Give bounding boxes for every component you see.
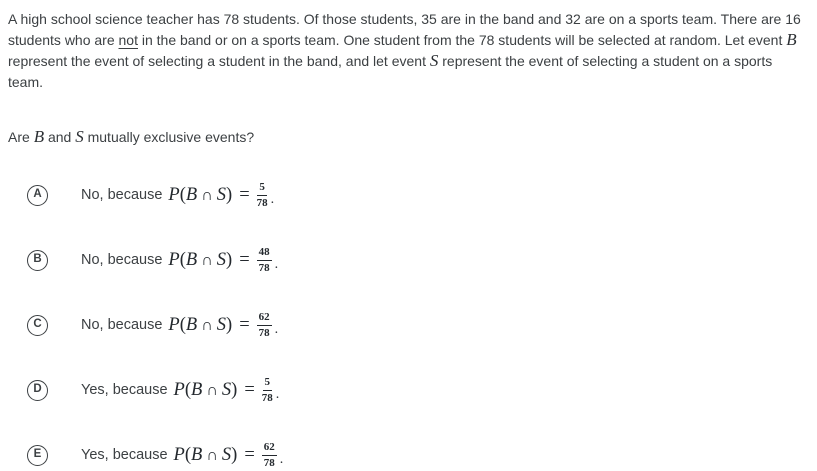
equals-symbol: = [239, 314, 250, 335]
math-p: P [173, 444, 185, 465]
fraction-numerator: 48 [257, 246, 272, 261]
option-c-letter: C [33, 318, 42, 331]
math-close-paren: ) [231, 444, 238, 465]
fraction [257, 311, 272, 339]
sentence-period: . [279, 452, 284, 468]
prompt-part3: mutually exclusive events? [83, 129, 255, 145]
math-s: S [221, 444, 232, 465]
math-b: B [185, 249, 198, 270]
answer-options [8, 182, 809, 468]
option-b-math [168, 246, 278, 274]
option-a[interactable] [8, 182, 809, 208]
math-close-paren: ) [231, 379, 238, 400]
fraction-denominator: 78 [263, 456, 275, 469]
prompt-part2: and [44, 129, 76, 145]
event-b-variable: B [786, 30, 797, 49]
question-part3: represent the event of selecting a student in the band, and let event [8, 53, 430, 69]
math-b: B [191, 444, 203, 465]
question-part2: in the band or on a sports team. One student from the 78 students will be selected at random. Let event [137, 32, 787, 48]
option-b-prefix: No, because [81, 252, 163, 268]
math-p: P [168, 249, 180, 270]
fraction-denominator: 78 [261, 391, 273, 404]
math-open-paren: ( [179, 184, 186, 205]
math-close-paren: ) [226, 184, 233, 205]
option-b[interactable] [8, 247, 809, 273]
math-b: B [191, 379, 203, 400]
option-d-letter: D [33, 383, 42, 396]
option-e[interactable] [8, 442, 809, 468]
equals-symbol: = [239, 184, 250, 205]
fraction-numerator: 62 [262, 441, 277, 456]
fraction-numerator: 5 [263, 376, 273, 391]
fraction [262, 376, 273, 404]
intersection-symbol: ∩ [201, 252, 213, 269]
question-prompt [8, 126, 809, 148]
underlined-not: not [118, 32, 138, 48]
math-s: S [216, 314, 227, 335]
fraction [257, 181, 268, 209]
intersection-symbol: ∩ [201, 187, 213, 204]
option-d-radio[interactable] [27, 380, 48, 401]
option-b-text [81, 246, 278, 274]
math-close-paren: ) [226, 314, 233, 335]
option-d[interactable] [8, 377, 809, 403]
option-a-math [168, 181, 274, 209]
equals-symbol: = [244, 379, 255, 400]
option-e-letter: E [33, 448, 42, 461]
event-s-variable: S [75, 127, 84, 146]
sentence-period: . [275, 387, 280, 403]
event-s-variable: S [429, 51, 439, 70]
math-open-paren: ( [179, 249, 186, 270]
math-b: B [185, 184, 198, 205]
intersection-symbol: ∩ [201, 317, 213, 334]
math-b: B [185, 314, 198, 335]
option-e-text [81, 441, 283, 469]
option-c[interactable] [8, 312, 809, 338]
fraction-denominator: 78 [256, 196, 268, 209]
question-part4: represent the event of selecting a student on a sports team. [8, 53, 773, 90]
math-open-paren: ( [179, 314, 186, 335]
math-p: P [173, 379, 185, 400]
option-c-math [168, 311, 278, 339]
math-s: S [216, 249, 227, 270]
fraction-numerator: 5 [257, 181, 267, 196]
fraction-denominator: 78 [258, 326, 270, 339]
math-open-paren: ( [184, 379, 192, 400]
math-p: P [168, 184, 180, 205]
option-d-math [174, 376, 280, 404]
equals-symbol: = [239, 249, 250, 270]
math-close-paren: ) [226, 249, 233, 270]
math-p: P [168, 314, 180, 335]
math-open-paren: ( [184, 444, 192, 465]
option-a-text [81, 181, 274, 209]
question-stem [8, 9, 809, 93]
math-s: S [216, 184, 227, 205]
fraction-numerator: 62 [257, 311, 272, 326]
option-c-prefix: No, because [81, 317, 163, 333]
event-b-variable: B [33, 127, 45, 146]
option-a-letter: A [33, 188, 42, 201]
option-e-radio[interactable] [27, 445, 48, 466]
fraction [257, 246, 272, 274]
fraction [262, 441, 277, 469]
option-b-letter: B [33, 253, 42, 266]
option-d-text [81, 376, 279, 404]
option-c-radio[interactable] [27, 315, 48, 336]
equals-symbol: = [244, 444, 255, 465]
intersection-symbol: ∩ [206, 447, 218, 464]
sentence-period: . [274, 257, 279, 273]
prompt-part1: Are [8, 129, 34, 145]
option-d-prefix: Yes, because [81, 382, 168, 398]
intersection-symbol: ∩ [206, 382, 218, 399]
option-a-radio[interactable] [27, 185, 48, 206]
sentence-period: . [274, 322, 279, 338]
sentence-period: . [270, 192, 275, 208]
fraction-denominator: 78 [258, 261, 270, 274]
option-a-prefix: No, because [81, 187, 163, 203]
option-b-radio[interactable] [27, 250, 48, 271]
question-part1: A high school science teacher has 78 students. Of those students, 35 are in the band and 32 are on a sports team. There are 16 students who are [8, 11, 801, 48]
math-s: S [221, 379, 232, 400]
option-e-math [174, 441, 284, 469]
option-e-prefix: Yes, because [81, 447, 168, 463]
option-c-text [81, 311, 278, 339]
